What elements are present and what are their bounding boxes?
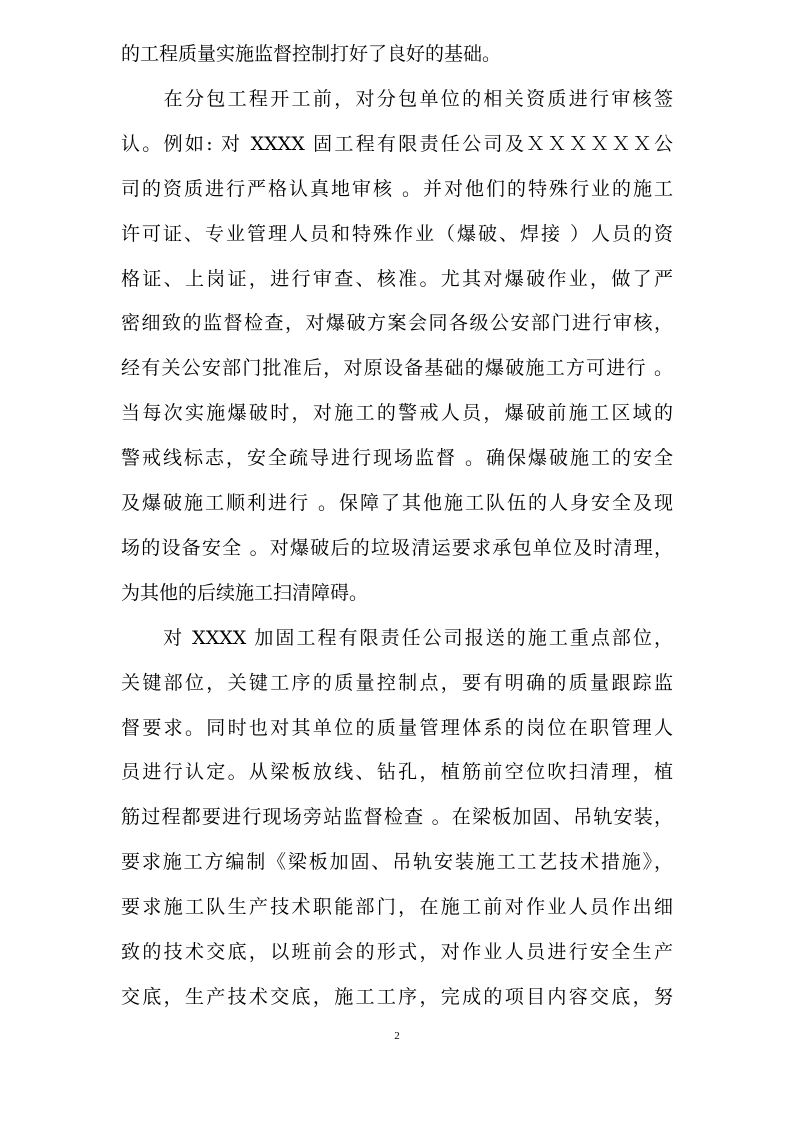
text-line: 经有关公安部门批准后，对原设备基础的爆破施工方可进行 。 bbox=[121, 357, 673, 379]
text-line: 要求施工队生产技术职能部门，在施工前对作业人员作出细 bbox=[121, 896, 673, 918]
text-line: 及爆破施工顺利进行 。保障了其他施工队伍的人身安全及现 bbox=[121, 492, 673, 514]
text-line: 对 XXXX 加固工程有限责任公司报送的施工重点部位， bbox=[121, 627, 673, 649]
text-line: 关键部位，关键工序的质量控制点，要有明确的质量跟踪监 bbox=[121, 672, 673, 694]
text-line: 在分包工程开工前，对分包单位的相关资质进行审核签 bbox=[121, 88, 673, 110]
text-line: 警戒线标志，安全疏导进行现场监督 。确保爆破施工的安全 bbox=[121, 447, 673, 469]
text-line: 交底，生产技术交底，施工工序，完成的项目内容交底，努 bbox=[121, 986, 673, 1008]
text-line: 为其他的后续施工扫清障碍。 bbox=[121, 582, 369, 604]
text-line: 场的设备安全 。对爆破后的垃圾清运要求承包单位及时清理， bbox=[121, 537, 673, 559]
text-line: 认。例如: 对 XXXX 固工程有限责任公司及ＸＸＸＸＸＸ公 bbox=[121, 133, 673, 155]
text-line: 许可证、专业管理人员和特殊作业（爆破、焊接 ）人员的资 bbox=[121, 223, 673, 245]
text-line: 要求施工方编制《梁板加固、吊轨安装施工工艺技术措施》， bbox=[121, 851, 673, 873]
text-line: 当每次实施爆破时，对施工的警戒人员，爆破前施工区域的 bbox=[121, 402, 673, 424]
text-line: 督要求。同时也对其单位的质量管理体系的岗位在职管理人 bbox=[121, 717, 673, 739]
text-line: 筋过程都要进行现场旁站监督检查 。在梁板加固、吊轨安装， bbox=[121, 806, 673, 828]
text-line: 致的技术交底，以班前会的形式，对作业人员进行安全生产 bbox=[121, 941, 673, 963]
text-line: 员进行认定。从梁板放线、钻孔，植筋前空位吹扫清理，植 bbox=[121, 761, 673, 783]
text-line: 司的资质进行严格认真地审核 。并对他们的特殊行业的施工 bbox=[121, 178, 673, 200]
page-number: 2 bbox=[394, 1030, 400, 1042]
text-line: 格证、上岗证，进行审查、核准。尤其对爆破作业，做了严 bbox=[121, 268, 673, 290]
text-line: 密细致的监督检查，对爆破方案会同各级公安部门进行审核， bbox=[121, 312, 673, 334]
text-line: 的工程质量实施监督控制打好了良好的基础。 bbox=[121, 43, 502, 65]
